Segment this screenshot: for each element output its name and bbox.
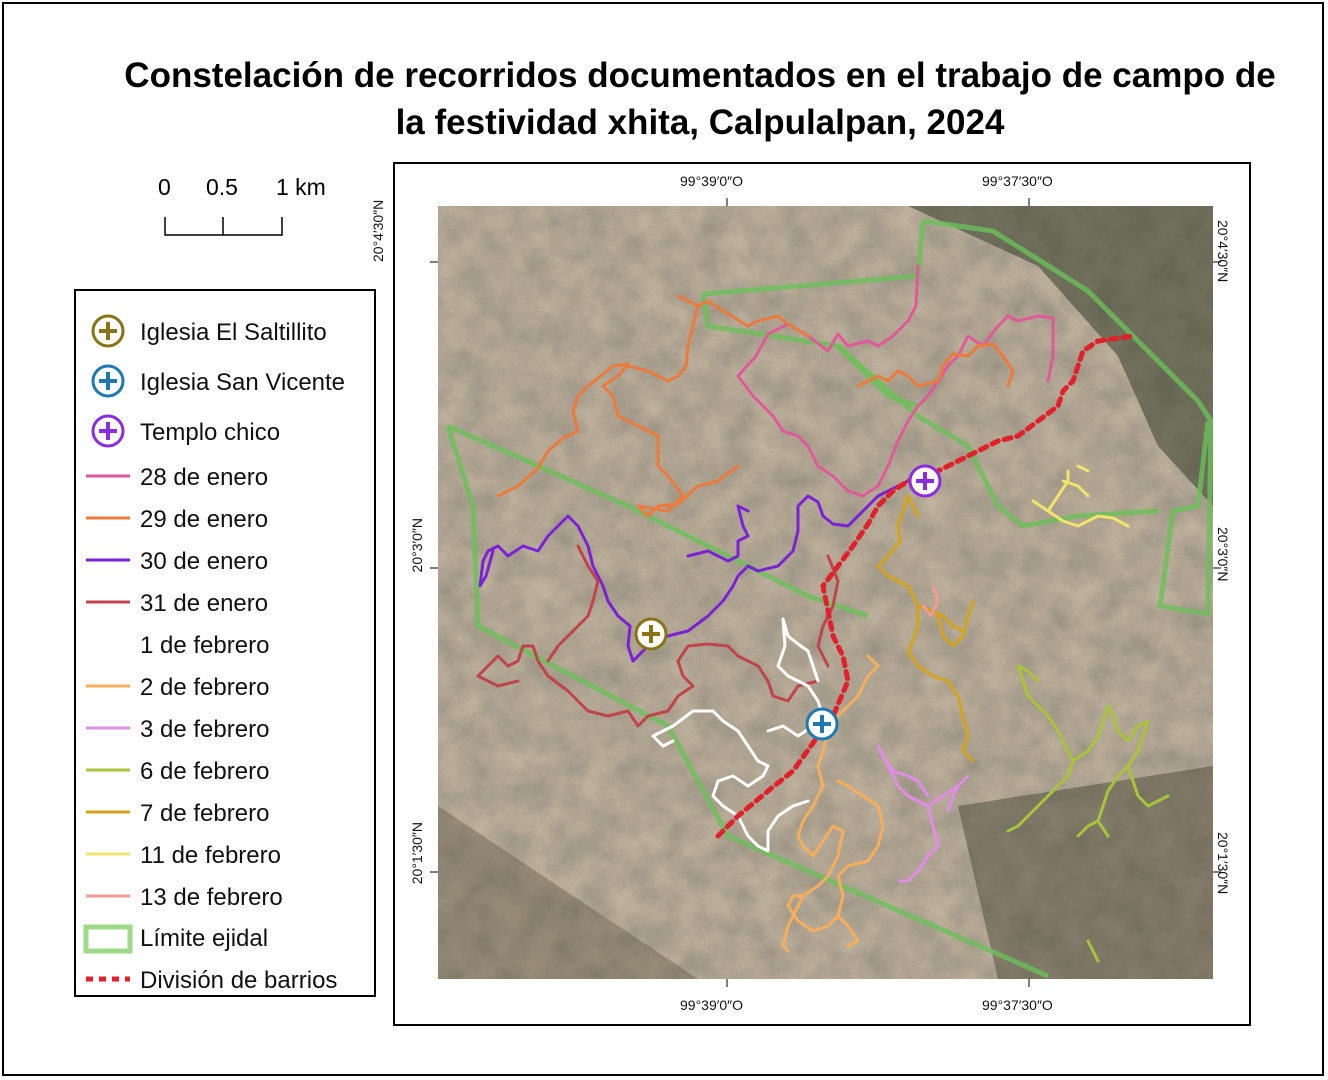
legend-item-saltillito [76,313,376,353]
route-line-symbol [82,794,134,834]
legend-item-route [76,542,376,582]
map-area[interactable] [438,206,1213,979]
route-line-symbol [82,710,134,750]
legend-item-templo-chico [76,413,376,453]
templo-chico-marker[interactable] [910,466,940,496]
route-line-symbol [82,752,134,792]
legend-item-route [76,836,376,876]
legend-label: 31 de enero [140,590,269,617]
legend-item-route [76,752,376,792]
legend-item-limite-ejidal [76,919,376,959]
scale-bar [150,170,350,240]
legend-item-route [76,458,376,498]
iglesia-el-saltillito-marker[interactable] [636,619,666,649]
route-line-symbol [82,542,134,582]
scale-ticks [150,170,350,240]
legend-label: 30 de enero [140,548,269,575]
scale-label-half: 0.5 [206,174,238,200]
legend-label: 28 de enero [140,464,269,491]
grid-label-text: 20°3′0″N [409,518,425,573]
legend-item-route [76,710,376,750]
grid-label-text: 20°1′30″N [1215,832,1231,895]
legend-label: 13 de febrero [140,884,283,911]
legend-item-san-vicente [76,363,376,403]
iglesia-san-vicente-marker[interactable] [807,709,837,739]
grid-label-left [370,200,386,262]
division-symbol [82,961,134,1001]
legend-item-route [76,878,376,918]
cross-circle-icon [82,363,134,403]
legend-item-route [76,500,376,540]
legend-item-route [76,584,376,624]
grid-label-bottom: 99°39′0″O [680,997,743,1013]
legend-label: 1 de febrero [140,632,270,659]
cross-circle-icon [82,313,134,353]
legend-label: 7 de febrero [140,800,270,827]
route-line-symbol [82,878,134,918]
legend [74,289,376,997]
grid-label-text: 20°4′30″N [1215,220,1231,283]
legend-label: 11 de febrero [140,842,281,869]
legend-label: 29 de enero [140,506,269,533]
map-title: Constelación de recorridos documentados en el trabajo de campo de la festividad xhita, Calpulalpan, 2024 [124,56,1276,142]
grid-label-text: 20°4′30″N [370,199,386,262]
boundary-symbol [82,919,134,959]
legend-item-route [76,794,376,834]
route-line-symbol [82,836,134,876]
cross-circle-icon [82,413,134,453]
legend-label: 3 de febrero [140,716,270,743]
legend-item-division [76,961,376,1001]
legend-label: Iglesia San Vicente [140,369,346,396]
legend-item-route [76,626,376,666]
route-line-symbol [82,500,134,540]
legend-label: Límite ejidal [140,925,269,952]
map-canvas[interactable] [438,206,1213,979]
grid-label-bottom: 99°37′30″O [982,997,1053,1013]
route-line-symbol [82,584,134,624]
legend-label: División de barrios [140,967,338,994]
legend-label: Templo chico [140,419,281,446]
route-line-symbol [82,458,134,498]
route-line-symbol [82,668,134,708]
route-line-symbol [82,626,134,666]
legend-label: 2 de febrero [140,674,270,701]
scale-label-0: 0 [158,174,171,200]
grid-label-top: 99°37′30″O [982,173,1053,189]
scale-label-1km: 1 km [276,174,326,200]
grid-label-text: 20°1′30″N [409,822,425,885]
legend-label: Iglesia El Saltillito [140,319,327,346]
legend-item-route [76,668,376,708]
legend-label: 6 de febrero [140,758,270,785]
grid-label-text: 20°3′0″N [1215,527,1231,582]
grid-label-top: 99°39′0″O [680,173,743,189]
